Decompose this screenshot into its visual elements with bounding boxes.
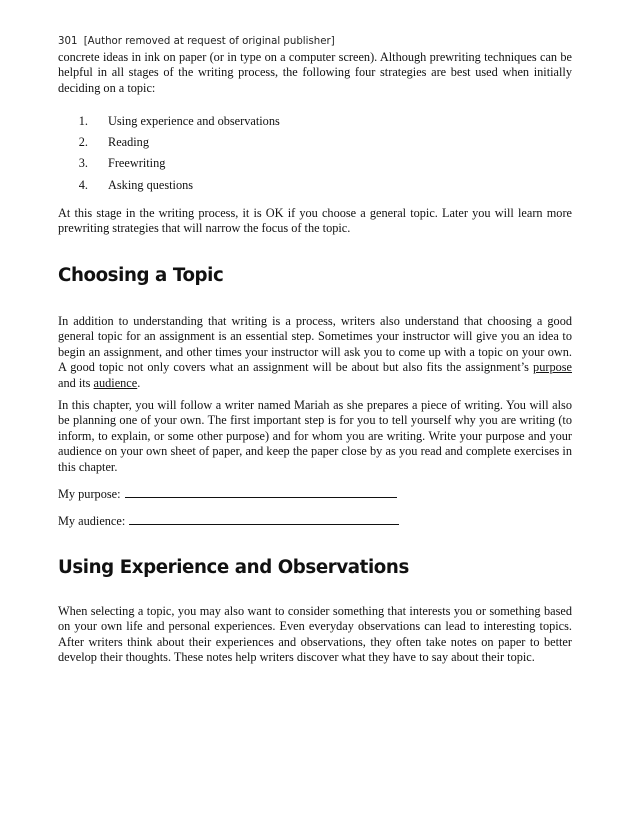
list-item-label: Reading bbox=[108, 135, 149, 150]
choosing-topic-paragraph: In addition to understanding that writing is a process, writers also understand that choosing a good general topic for an assignment is an essential step. Sometimes your instructor will give you an idea to begin an assignment, and other times your instructor will ask you to come up with a topic on your own. A good topic not only covers what an assignment will be about but also fits the assignment’s purpose and its audience. bbox=[58, 314, 572, 390]
purpose-link[interactable]: purpose bbox=[533, 360, 572, 375]
list-item-number: 4. bbox=[78, 177, 88, 192]
list-item bbox=[58, 156, 538, 177]
list-item-number: 2. bbox=[78, 135, 88, 150]
purpose-field bbox=[58, 486, 397, 502]
list-item-label: Asking questions bbox=[108, 177, 194, 192]
list-item-label: Using experience and observations bbox=[108, 114, 280, 128]
general-topic-paragraph: At this stage in the writing process, it is OK if you choose a general topic. Later you will learn more prewriting strategies that will narrow the focus of the topic. bbox=[58, 206, 572, 236]
experience-paragraph: When selecting a topic, you may also want to consider something that interests you or something based on your own life and personal experiences. Even everyday observations can lead to interesting topics. After writers think about their experiences and observations, they often take notes on paper to better develop their thoughts. These notes help writers discover what they have to say about their topic. bbox=[58, 604, 572, 665]
audience-field bbox=[58, 513, 399, 529]
purpose-label: My purpose: bbox=[58, 487, 121, 501]
section-heading-choosing-topic: Choosing a Topic bbox=[58, 265, 224, 286]
list-item bbox=[58, 135, 538, 156]
intro-paragraph: concrete ideas in ink on paper (or in type on a computer screen). Although prewriting techniques can be helpful in all stages of the writing process, the following four strategies are best used when initially deciding on a topic: bbox=[58, 50, 572, 95]
list-item-label: Freewriting bbox=[108, 156, 166, 171]
audience-link[interactable]: audience bbox=[93, 375, 138, 390]
mariah-paragraph: In this chapter, you will follow a writer named Mariah as she prepares a piece of writing. You will also be planning one of your own. The first important step is for you to tell yourself why you are writing (to inform, to explain, or some other purpose) and for whom you are writing. Write your purpose and your audience on your own sheet of paper, and keep the paper close by as you read and complete exercises in this chapter. bbox=[58, 398, 572, 474]
strategy-list bbox=[58, 114, 538, 199]
audience-label: My audience: bbox=[58, 514, 126, 528]
audience-blank-line bbox=[129, 513, 399, 525]
list-item-number: 1. bbox=[78, 114, 88, 128]
page-number: 301 bbox=[58, 36, 78, 47]
list-item-number: 3. bbox=[78, 156, 88, 171]
list-item bbox=[58, 178, 538, 199]
list-item bbox=[58, 114, 538, 135]
source-note: [Author removed at request of original publisher] bbox=[83, 36, 335, 47]
purpose-blank-line bbox=[125, 486, 397, 498]
running-header bbox=[58, 36, 335, 47]
section-heading-experience: Using Experience and Observations bbox=[58, 557, 409, 578]
